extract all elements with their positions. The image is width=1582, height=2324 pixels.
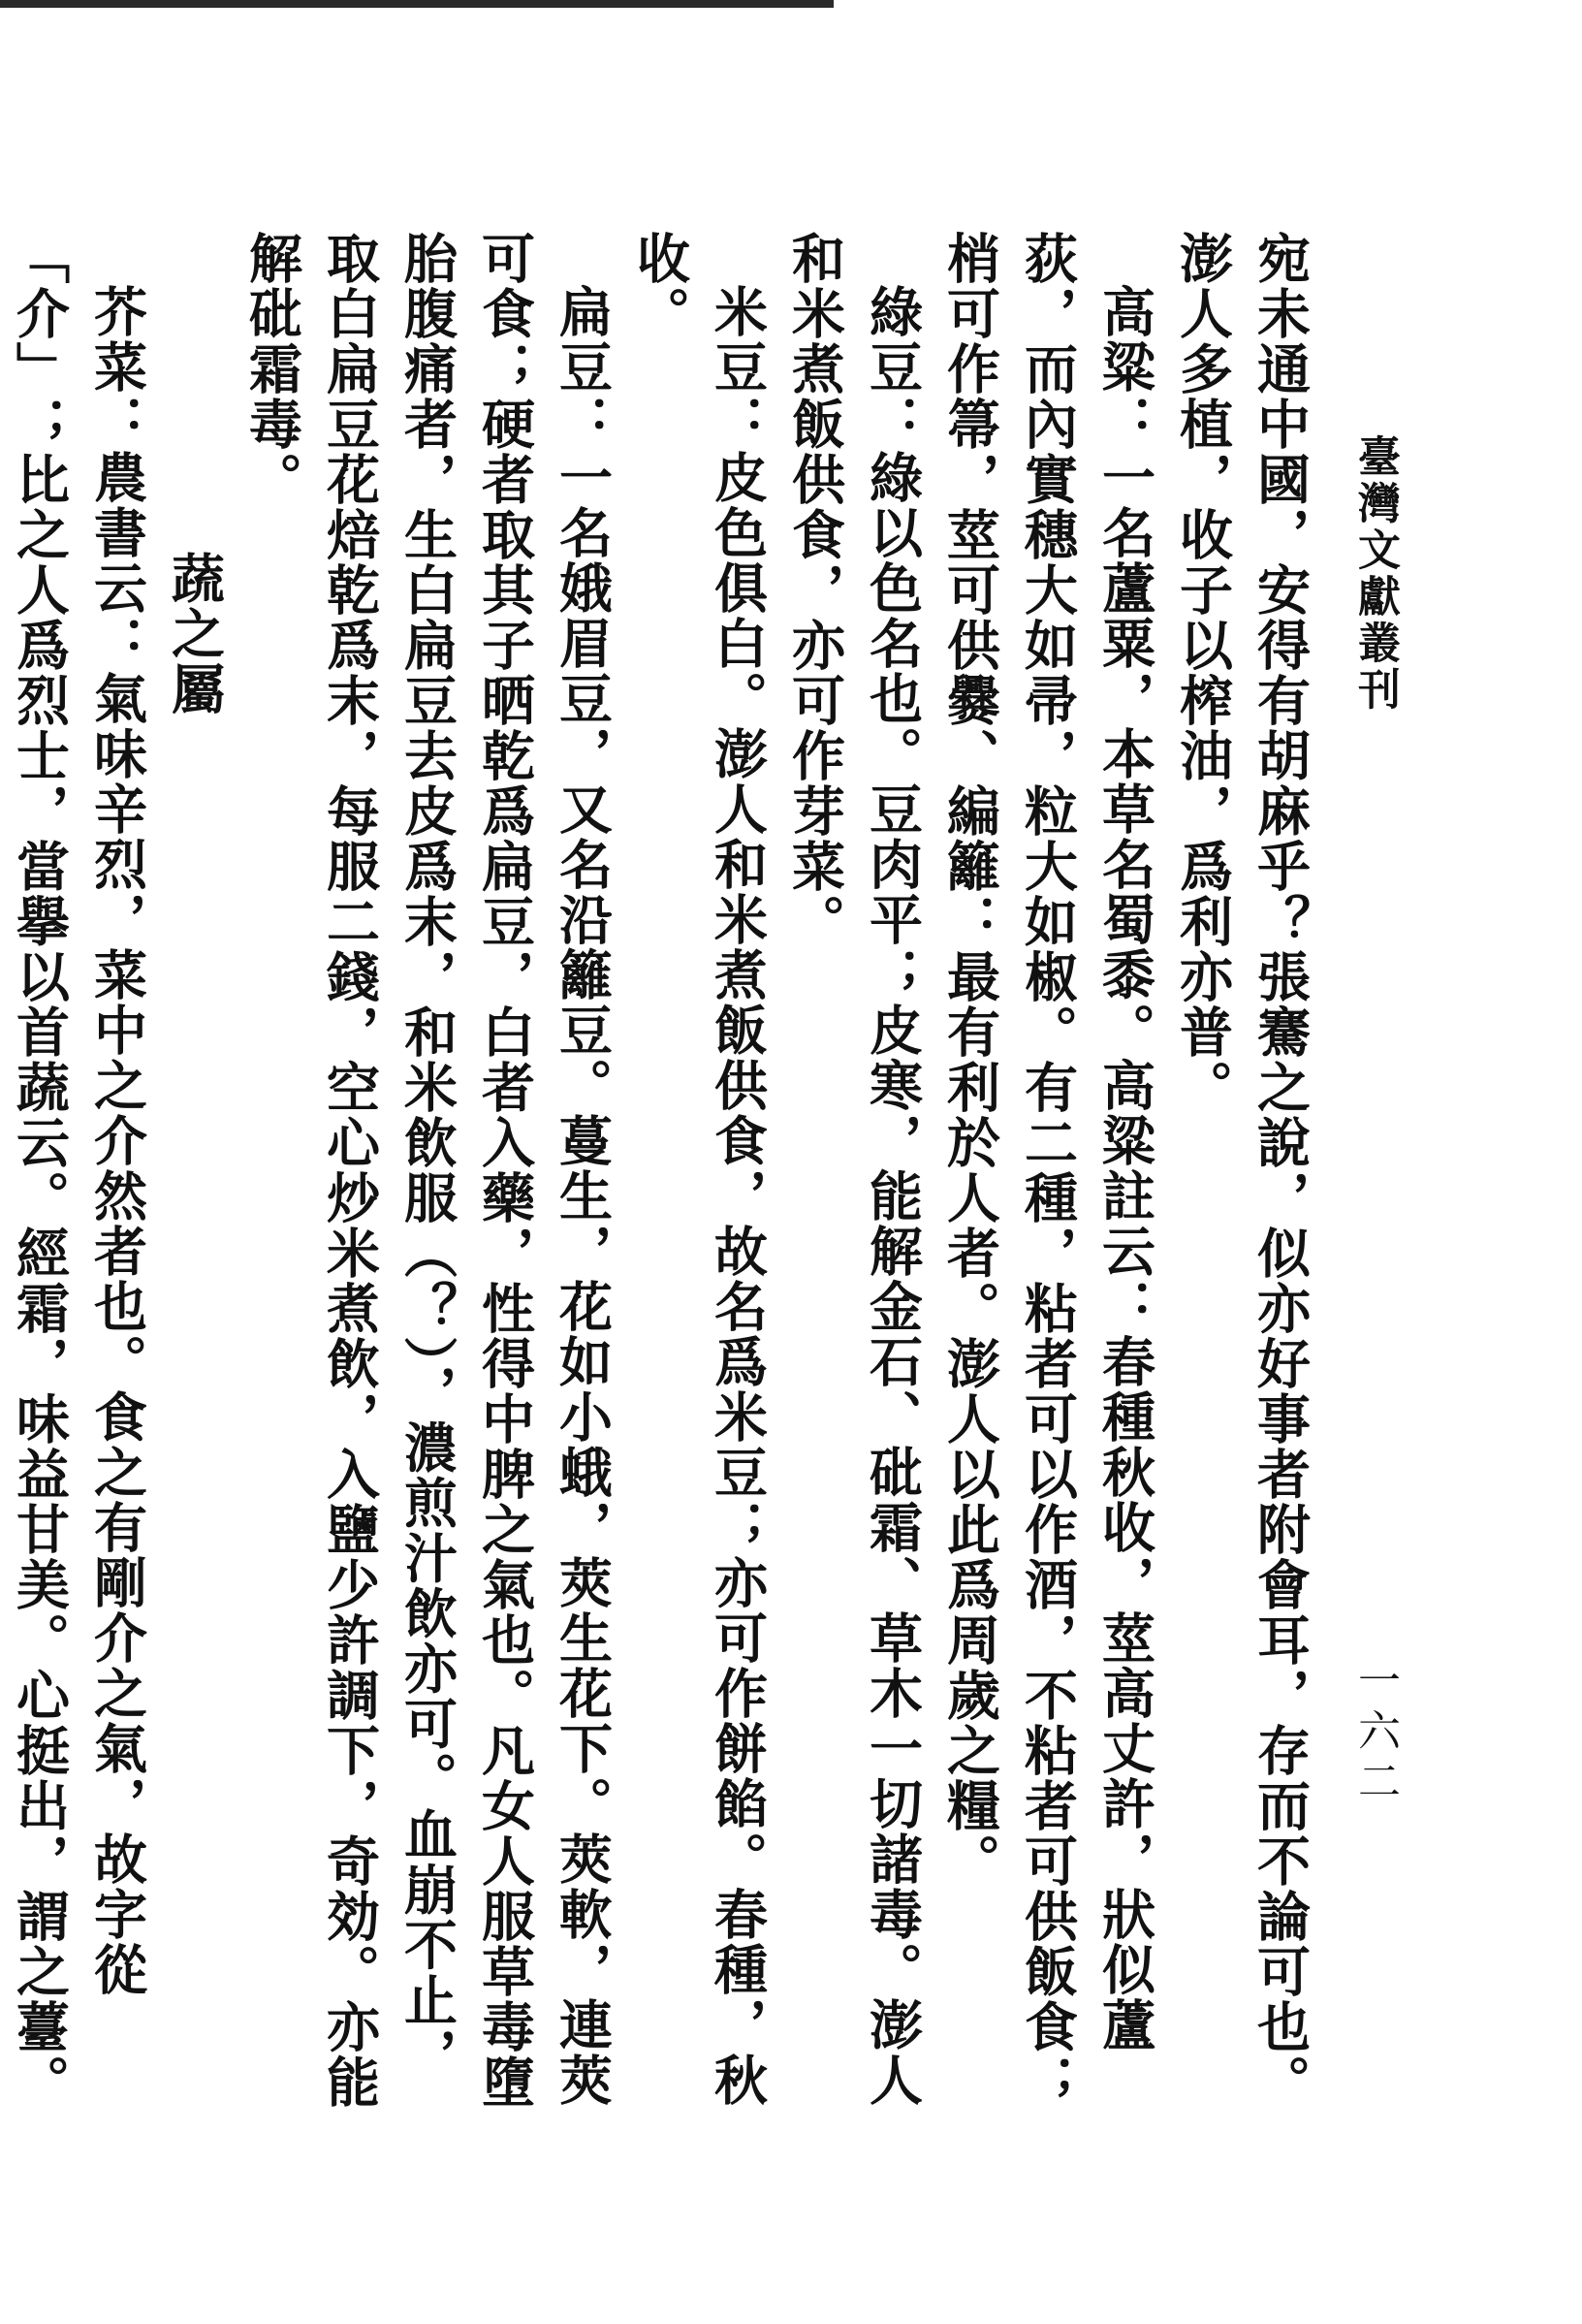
top-rule bbox=[0, 0, 834, 8]
paragraph-mung-bean: 綠豆：綠以色名也。豆肉平；皮寒，能解金石、砒霜、草木一切諸毒。澎人和米煮飯供食，亦可作芽菜。 bbox=[783, 231, 924, 2108]
section-heading: 蔬之屬 bbox=[163, 551, 226, 716]
paragraph-mustard-greens: 芥菜：農書云：氣味辛烈，菜中之介然者也。食之有剛介之氣，故字從「介」；比之人爲烈士，當擧以首蔬云。經霜，味益甘美。心挺出，謂之薹。 bbox=[8, 231, 148, 2110]
page-number: 一六二 bbox=[1350, 1658, 1400, 1809]
paragraph-rice-bean: 米豆：皮色俱白。澎人和米煮飯供食，故名爲米豆；亦可作餅餡。春種，秋收。 bbox=[628, 231, 769, 2108]
paragraph-hyacinth-bean: 扁豆：一名娥眉豆，又名沿籬豆。蔓生，花如小蛾，莢生花下。莢軟，連莢可食；硬者取其子晒乾爲扁豆，白者入藥，性得中脾之氣也。凡女人服草毒墮胎腹痛者，生白扁豆去皮爲末，和米飲服（？），濃煎汁飲亦可。血崩不止，取白扁豆花焙乾爲末，每服二錢，空心炒米煮飲，入鹽少許調下，奇効。亦能解砒霜毒。 bbox=[240, 231, 614, 2110]
running-head: 臺灣文獻叢刊 bbox=[1350, 434, 1400, 714]
paragraph-sorghum: 高粱：一名蘆粟，本草名蜀黍。高粱註云：春種秋收，莖高丈許，狀似蘆荻，而內實穗大如帚，粒大如椒。有二種，粘者可以作酒，不粘者可供飯食；梢可作箒，莖可供爨、編籬：最有利於人者。澎人以此爲周歲之糧。 bbox=[938, 231, 1156, 2110]
body-text bbox=[0, 231, 1318, 2126]
paragraph-continued: 宛未通中國，安得有胡麻乎？張騫之說，似亦好事者附會耳，存而不論可也。澎人多植，收子以榨油，爲利亦普。 bbox=[1171, 231, 1312, 2110]
